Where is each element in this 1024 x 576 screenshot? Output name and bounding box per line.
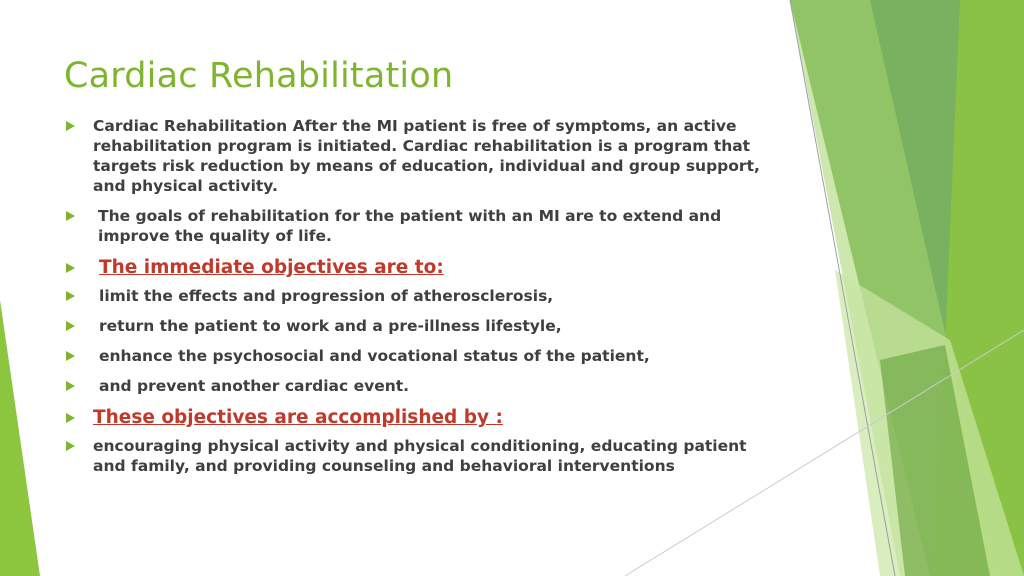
triangle-bullet-icon: [66, 121, 75, 131]
triangle-bullet-icon: [66, 211, 75, 221]
triangle-bullet-icon: [66, 291, 75, 301]
left-edge-shape: [0, 300, 40, 576]
triangle-bullet-icon: [66, 263, 75, 273]
bullet-text: enhance the psychosocial and vocational status of the patient,: [99, 347, 650, 365]
heading-text: These objectives are accomplished by :: [93, 407, 503, 428]
heading-text: The immediate objectives are to:: [99, 257, 444, 278]
triangle-bullet-icon: [66, 413, 75, 423]
triangle-bullet-icon: [66, 441, 75, 451]
slide-title: Cardiac Rehabilitation: [64, 56, 454, 96]
bullet-goals: [62, 206, 772, 246]
bullet-objective-return: [62, 316, 772, 336]
bullet-heading-accomplished-by: [62, 406, 772, 430]
bullet-text: return the patient to work and a pre-illness lifestyle,: [99, 317, 562, 335]
bullet-interventions: [62, 436, 772, 476]
triangle-bullet-icon: [66, 351, 75, 361]
bullet-list: [62, 116, 772, 486]
bullet-cardiac-rehab-intro: [62, 116, 772, 196]
triangle-bullet-icon: [66, 321, 75, 331]
bullet-objective-prevent: [62, 376, 772, 396]
bullet-text: encouraging physical activity and physical conditioning, educating patient and family, and providing counseling and behavioral interventions: [93, 437, 747, 475]
bullet-objective-limit: [62, 286, 772, 306]
triangle-bullet-icon: [66, 381, 75, 391]
bullet-objective-enhance: [62, 346, 772, 366]
bullet-text: Cardiac Rehabilitation After the MI patient is free of symptoms, an active rehabilitation program is initiated. Cardiac rehabilitation is a program that targets risk reduction by means of education, individual and group support, and physical activity.: [93, 117, 760, 195]
bullet-heading-immediate-objectives: [62, 256, 772, 280]
bullet-text: The goals of rehabilitation for the patient with an MI are to extend and improve the quality of life.: [98, 207, 722, 245]
bullet-text: and prevent another cardiac event.: [99, 377, 410, 395]
bullet-text: limit the effects and progression of atherosclerosis,: [99, 287, 554, 305]
